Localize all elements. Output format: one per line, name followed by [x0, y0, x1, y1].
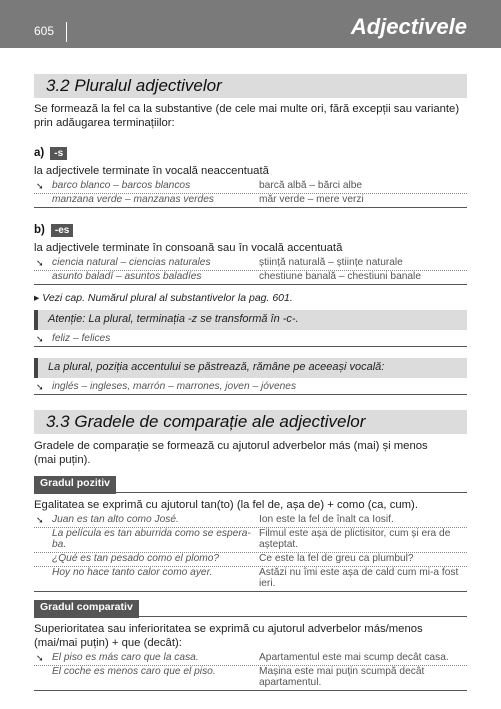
romanian-translation-continued: apartamentul. — [259, 677, 322, 688]
spanish-example: asunto baladí – asuntos baladíes — [52, 271, 202, 282]
triangle-bullet-icon: ▸ — [34, 292, 40, 304]
spanish-example: Hoy no hace tanto calor como ayer. — [52, 567, 213, 578]
arrow-icon: ➘ — [36, 181, 44, 191]
spanish-example: El piso es más caro que la casa. — [52, 652, 199, 663]
note-marker — [34, 358, 38, 378]
note-marker — [34, 310, 38, 330]
romanian-translation: Apartamentul este mai scump decât casa. — [259, 652, 449, 663]
example-row — [34, 528, 467, 553]
grade-description — [34, 622, 474, 650]
divider — [34, 616, 467, 617]
romanian-translation: măr verde – mere verzi — [259, 194, 364, 205]
intro-line: Se formează la fel ca la substantive (de cele mai multe ori, fără excepții sau variante) — [34, 103, 460, 115]
header-divider — [66, 22, 67, 42]
arrow-icon: ➘ — [36, 334, 44, 344]
example-row — [34, 194, 467, 208]
see-also — [34, 292, 293, 304]
spanish-example: ¿Qué es tan pesado como el plomo? — [52, 553, 220, 564]
section-heading-3-2 — [34, 74, 467, 98]
note-text: La plural, poziția accentului se păstrează, rămâne pe aceeași vocală: — [48, 361, 385, 373]
intro-line: (mai puțin). — [34, 454, 91, 466]
chapter-title: Adjectivele — [350, 14, 467, 39]
spanish-example: inglés – ingleses, marrón – marrones, joven – jóvenes — [52, 381, 297, 392]
divider — [34, 492, 467, 493]
romanian-translation: Astăzi nu îmi este așa de cald cum mi-a fost — [259, 567, 459, 578]
note-box — [34, 310, 467, 330]
section-intro — [34, 102, 474, 130]
spanish-example: ciencia natural – ciencias naturales — [52, 257, 211, 268]
section-title: 3.3 Gradele de comparație ale adjectivelor — [46, 412, 366, 431]
romanian-translation: chestiune banală – chestiuni banale — [259, 271, 421, 282]
grade-tag-positive: Gradul pozitiv — [34, 476, 116, 494]
intro-line: prin adăugarea terminațiilor: — [34, 117, 175, 129]
romanian-translation: barcă albă – bărci albe — [259, 180, 363, 191]
arrow-icon: ➘ — [36, 258, 44, 268]
spanish-example-continued: ba. — [52, 539, 67, 550]
ending-tag: -es — [51, 224, 73, 237]
romanian-translation: Filmul este așa de plictisitor, cum și era de — [259, 528, 451, 539]
cross-reference: Vezi cap. Numărul plural al substantivelor la pag. 601. — [42, 292, 293, 304]
arrow-icon: ➘ — [36, 382, 44, 392]
romanian-translation-continued: așteptat. — [259, 539, 299, 550]
example-row — [34, 652, 467, 666]
page-number: 605 — [34, 24, 55, 38]
arrow-icon: ➘ — [36, 515, 44, 525]
subsection-b — [34, 220, 73, 238]
subsection-description: la adjectivele terminate în consoană sau în vocală accentuată — [34, 242, 343, 254]
spanish-example: manzana verde – manzanas verdes — [52, 194, 214, 205]
spanish-example: barco blanco – barcos blancos — [52, 180, 191, 191]
arrow-icon: ➘ — [36, 653, 44, 663]
section-heading-3-3 — [34, 410, 467, 434]
section-intro — [34, 439, 474, 467]
note-box — [34, 358, 467, 378]
example-row — [34, 180, 467, 194]
page-header — [0, 0, 501, 48]
spanish-example: feliz – felices — [52, 333, 111, 344]
subsection-description: la adjectivele terminate în vocală neaccentuată — [34, 165, 269, 177]
example-row — [34, 553, 467, 567]
romanian-translation-continued: ieri. — [259, 578, 276, 589]
grade-tag-comparative: Gradul comparativ — [34, 600, 139, 618]
subsection-label: b) — [34, 224, 45, 236]
example-row — [34, 271, 467, 285]
romanian-translation: Ce este la fel de greu ca plumbul? — [259, 553, 414, 564]
romanian-translation: știință naturală – științe naturale — [259, 257, 403, 268]
example-row — [34, 257, 467, 271]
description-line: Superioritatea sau inferioritatea se exprimă cu ajutorul adverbelor más/menos — [34, 623, 423, 635]
ending-tag: -s — [50, 147, 67, 160]
note-text: Atenție: La plural, terminația -z se transformă în -c-. — [48, 313, 299, 325]
romanian-translation: Ion este la fel de înalt ca Iosif. — [259, 514, 394, 525]
grade-description: Egalitatea se exprimă cu ajutorul tan(to) (la fel de, așa de) + como (ca, cum). — [34, 499, 418, 511]
spanish-example: Juan es tan alto como José. — [52, 514, 179, 525]
example-row — [34, 333, 467, 347]
spanish-example: El coche es menos caro que el piso. — [52, 666, 216, 677]
example-row — [34, 514, 467, 528]
intro-line: Gradele de comparație se formează cu ajutorul adverbelor más (mai) și menos — [34, 440, 428, 452]
section-title: 3.2 Pluralul adjectivelor — [46, 76, 222, 95]
subsection-label: a) — [34, 147, 45, 159]
subsection-a — [34, 143, 67, 161]
romanian-translation: Mașina este mai puțin scumpă decât — [259, 666, 425, 677]
example-row — [34, 666, 467, 691]
description-line: (mai/mai puțin) + que (decât): — [34, 637, 182, 649]
spanish-example: La película es tan aburrida como se espera- — [52, 528, 251, 539]
example-row — [34, 567, 467, 592]
example-row — [34, 381, 467, 395]
